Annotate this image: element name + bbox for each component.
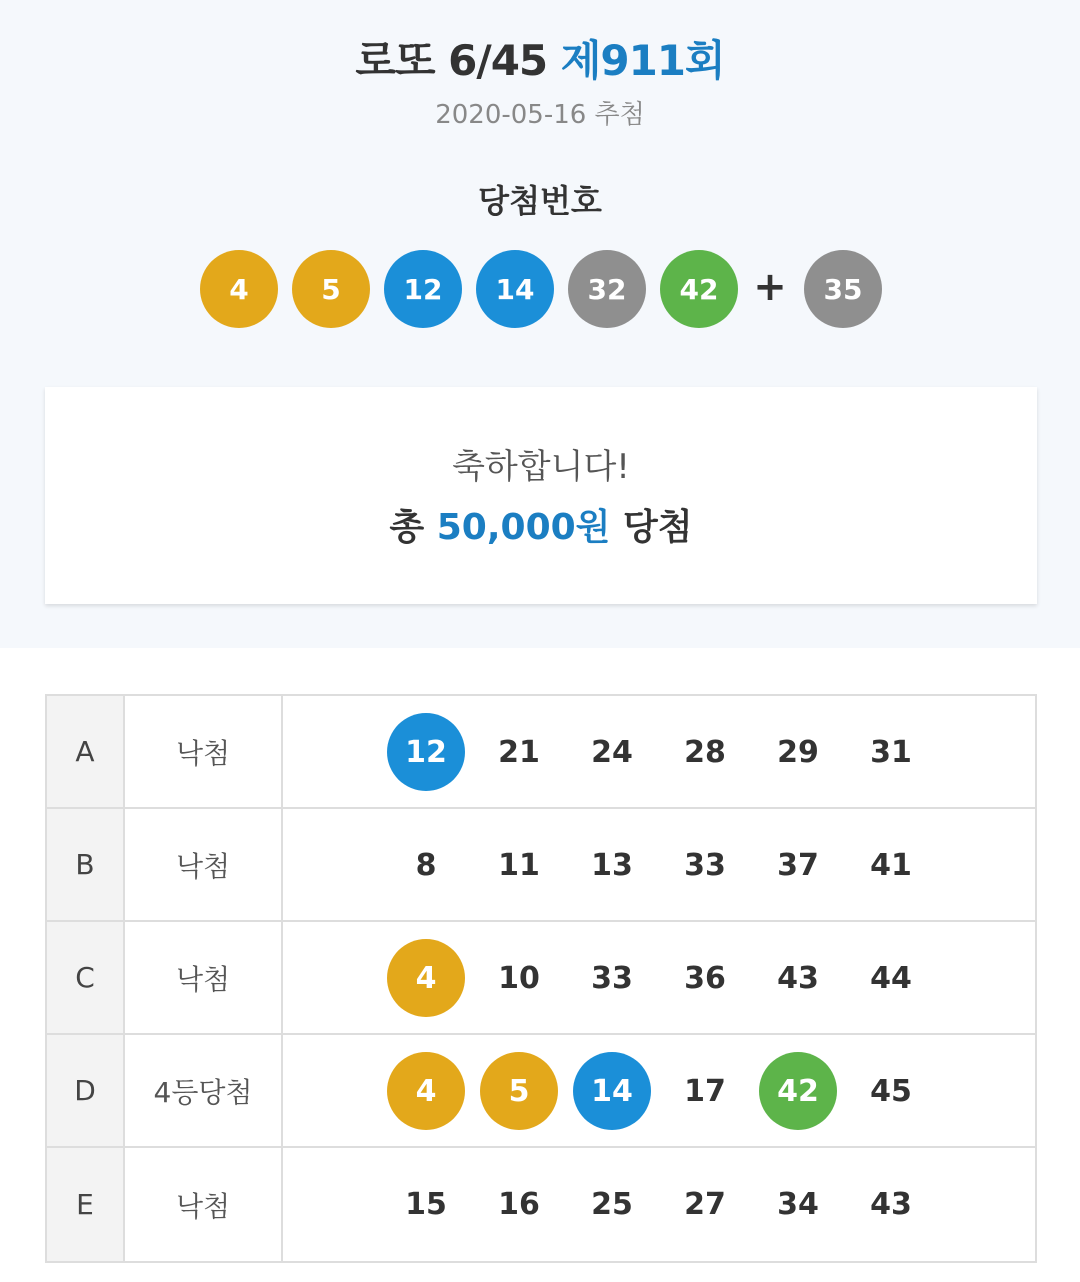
game-number: 16 (498, 1186, 540, 1222)
game-letter: C (47, 922, 125, 1033)
winning-ball: 32 (568, 250, 646, 328)
game-number: 43 (777, 960, 819, 996)
winning-ball: 4 (200, 250, 278, 328)
game-number: 31 (870, 734, 912, 770)
matched-number-ball: 42 (759, 1052, 837, 1130)
game-number: 8 (415, 847, 437, 883)
game-number: 37 (777, 847, 819, 883)
total-suffix: 당첨 (623, 507, 693, 548)
game-number: 29 (777, 734, 819, 770)
game-row (47, 696, 1035, 809)
game-number: 25 (591, 1186, 633, 1222)
game-letter: B (47, 809, 125, 920)
result-card (45, 387, 1037, 604)
game-number: 21 (498, 734, 540, 770)
game-number: 28 (684, 734, 726, 770)
matched-number-ball: 5 (480, 1052, 558, 1130)
winning-numbers-label: 당첨번호 (478, 182, 602, 220)
game-result: 낙첨 (125, 1148, 283, 1261)
game-letter: A (47, 696, 125, 807)
game-number: 11 (498, 847, 540, 883)
game-result: 낙첨 (125, 696, 283, 807)
game-number: 33 (684, 847, 726, 883)
game-number: 15 (405, 1186, 447, 1222)
total-prefix: 총 (389, 507, 425, 548)
game-result: 낙첨 (125, 922, 283, 1033)
matched-number-ball: 12 (387, 713, 465, 791)
game-number: 34 (777, 1186, 819, 1222)
game-number: 17 (684, 1073, 726, 1109)
game-letter: D (47, 1035, 125, 1146)
games-table (45, 694, 1037, 1263)
total-winnings (45, 499, 1037, 550)
game-result: 4등당첨 (125, 1035, 283, 1146)
game-number: 43 (870, 1186, 912, 1222)
game-number: 36 (684, 960, 726, 996)
total-amount: 50,000원 (436, 507, 611, 548)
game-number: 13 (591, 847, 633, 883)
draw-date: 2020-05-16 추첨 (435, 100, 645, 130)
game-number: 41 (870, 847, 912, 883)
game-number: 10 (498, 960, 540, 996)
game-row (47, 1148, 1035, 1261)
winning-ball: 12 (384, 250, 462, 328)
title-main: 로또 6/45 (355, 36, 548, 85)
game-result: 낙첨 (125, 809, 283, 920)
bonus-ball: 35 (804, 250, 882, 328)
winning-ball: 42 (660, 250, 738, 328)
game-letter: E (47, 1148, 125, 1261)
game-number: 33 (591, 960, 633, 996)
matched-number-ball: 4 (387, 939, 465, 1017)
game-number: 27 (684, 1186, 726, 1222)
game-row (47, 1035, 1035, 1148)
page-title (0, 28, 1080, 88)
plus-icon: + (753, 264, 787, 310)
game-number: 45 (870, 1073, 912, 1109)
game-number: 44 (870, 960, 912, 996)
game-row (47, 922, 1035, 1035)
title-round: 제911회 (560, 36, 725, 85)
congrats-text: 축하합니다! (452, 447, 630, 487)
winning-ball: 14 (476, 250, 554, 328)
matched-number-ball: 14 (573, 1052, 651, 1130)
game-number: 24 (591, 734, 633, 770)
winning-ball: 5 (292, 250, 370, 328)
matched-number-ball: 4 (387, 1052, 465, 1130)
game-row (47, 809, 1035, 922)
